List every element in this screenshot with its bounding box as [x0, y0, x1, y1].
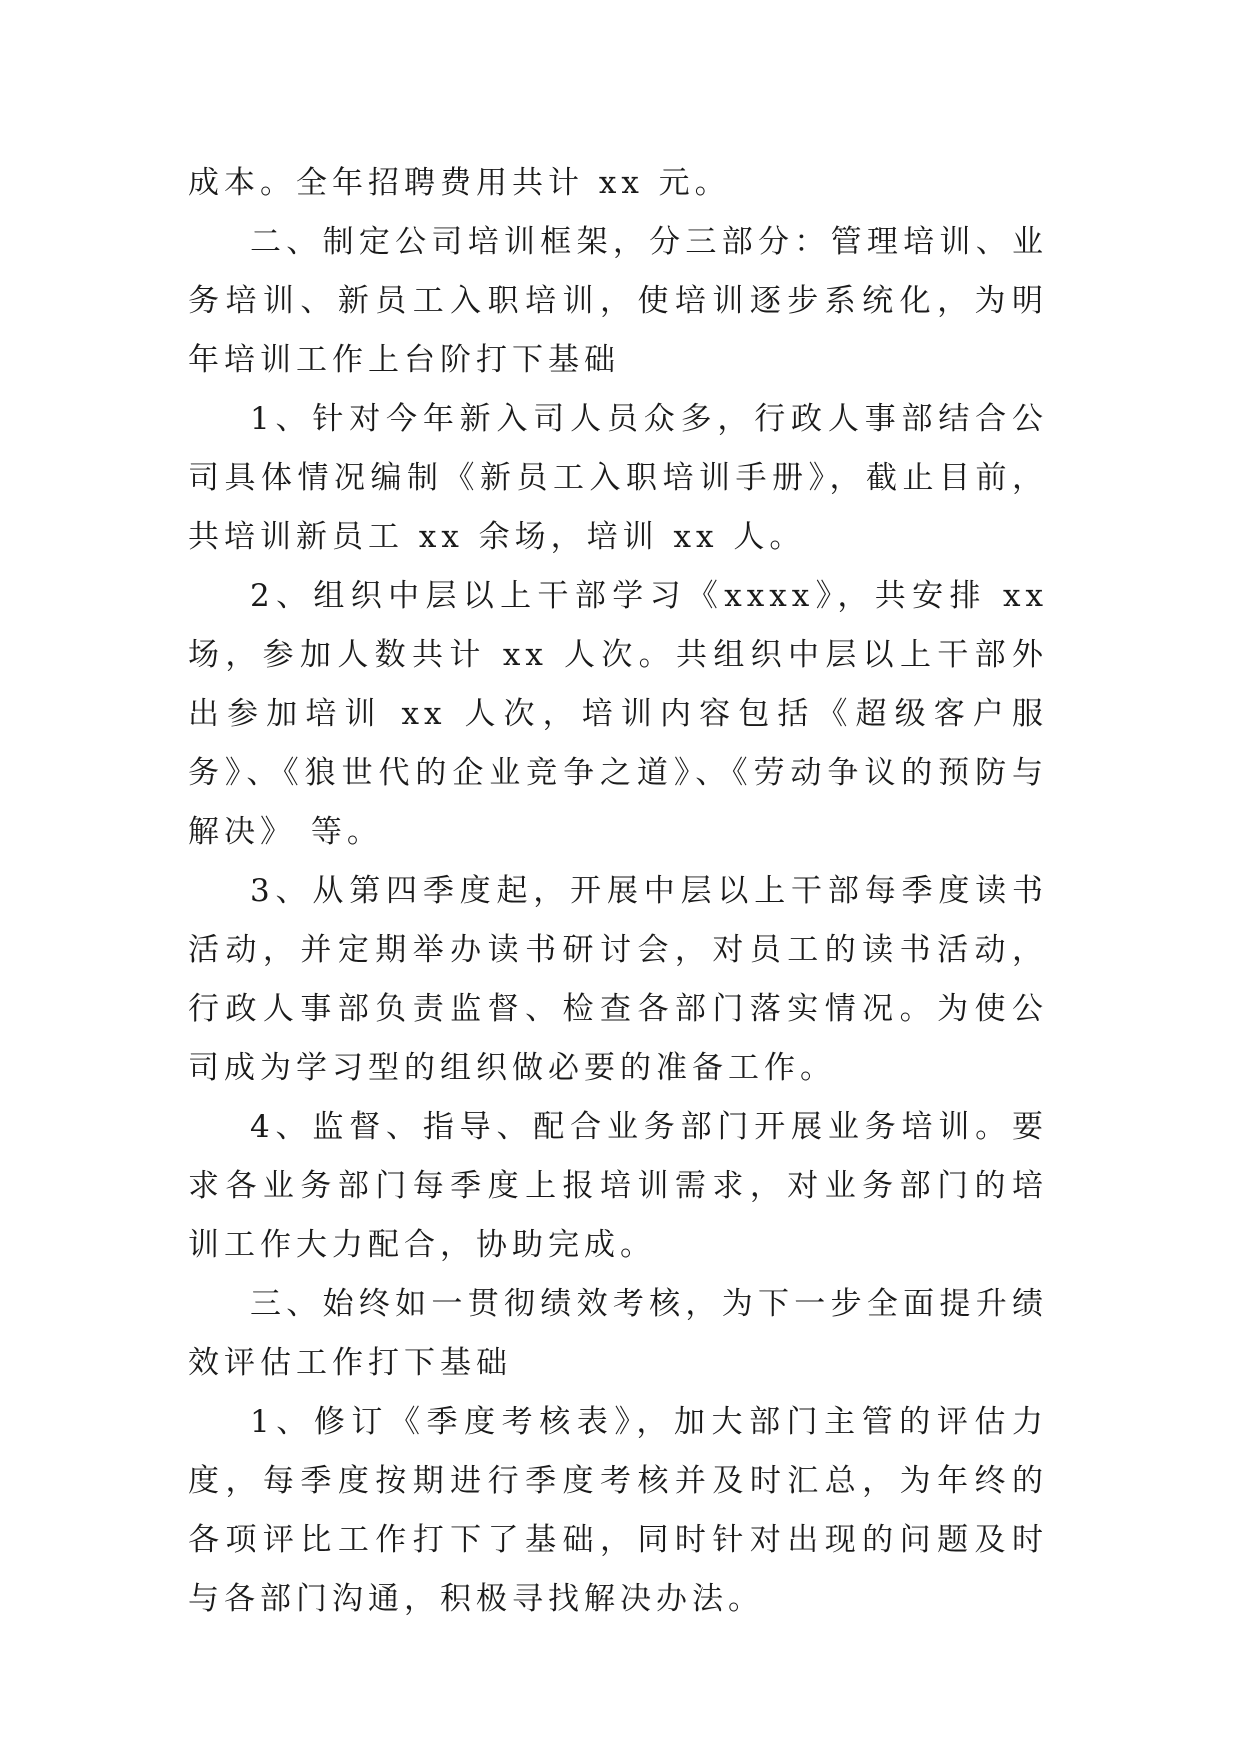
paragraph-recruitment-cost: 成本。全年招聘费用共计 xx 元。	[188, 165, 731, 201]
paragraph-quarterly-assessment: 1、修订《季度考核表》，加大部门主管的评估力度，每季度按期进行季度考核并及时汇总，为年终的各项评比工作打下了基础，同时针对出现的问题及时与各部门沟通，积极寻找解决办法。	[188, 1404, 1048, 1617]
document-body	[188, 154, 1048, 1629]
paragraph-new-employee-training: 1、针对今年新入司人员众多，行政人事部结合公司具体情况编制《新员工入职培训手册》，截止目前，共培训新员工 xx 余场，培训 xx 人。	[188, 401, 1048, 555]
paragraph-business-training: 4、监督、指导、配合业务部门开展业务培训。要求各业务部门每季度上报培训需求，对业务部门的培训工作大力配合，协助完成。	[188, 1109, 1048, 1263]
section-heading-performance-review: 三、始终如一贯彻绩效考核，为下一步全面提升绩效评估工作打下基础	[188, 1286, 1048, 1381]
paragraph-reading-activity: 3、从第四季度起，开展中层以上干部每季度读书活动，并定期举办读书研讨会，对员工的读书活动，行政人事部负责监督、检查各部门落实情况。为使公司成为学习型的组织做必要的准备工作。	[188, 873, 1048, 1086]
section-heading-training-framework: 二、制定公司培训框架，分三部分：管理培训、业务培训、新员工入职培训，使培训逐步系统化，为明年培训工作上台阶打下基础	[188, 224, 1048, 378]
paragraph-middle-management-study: 2、组织中层以上干部学习《xxxx》，共安排 xx 场，参加人数共计 xx 人次。共组织中层以上干部外出参加培训 xx 人次，培训内容包括《超级客户服务》、《狼世代的企业竞争之道》、《劳动争议的预防与解决》 等。	[188, 578, 1048, 850]
